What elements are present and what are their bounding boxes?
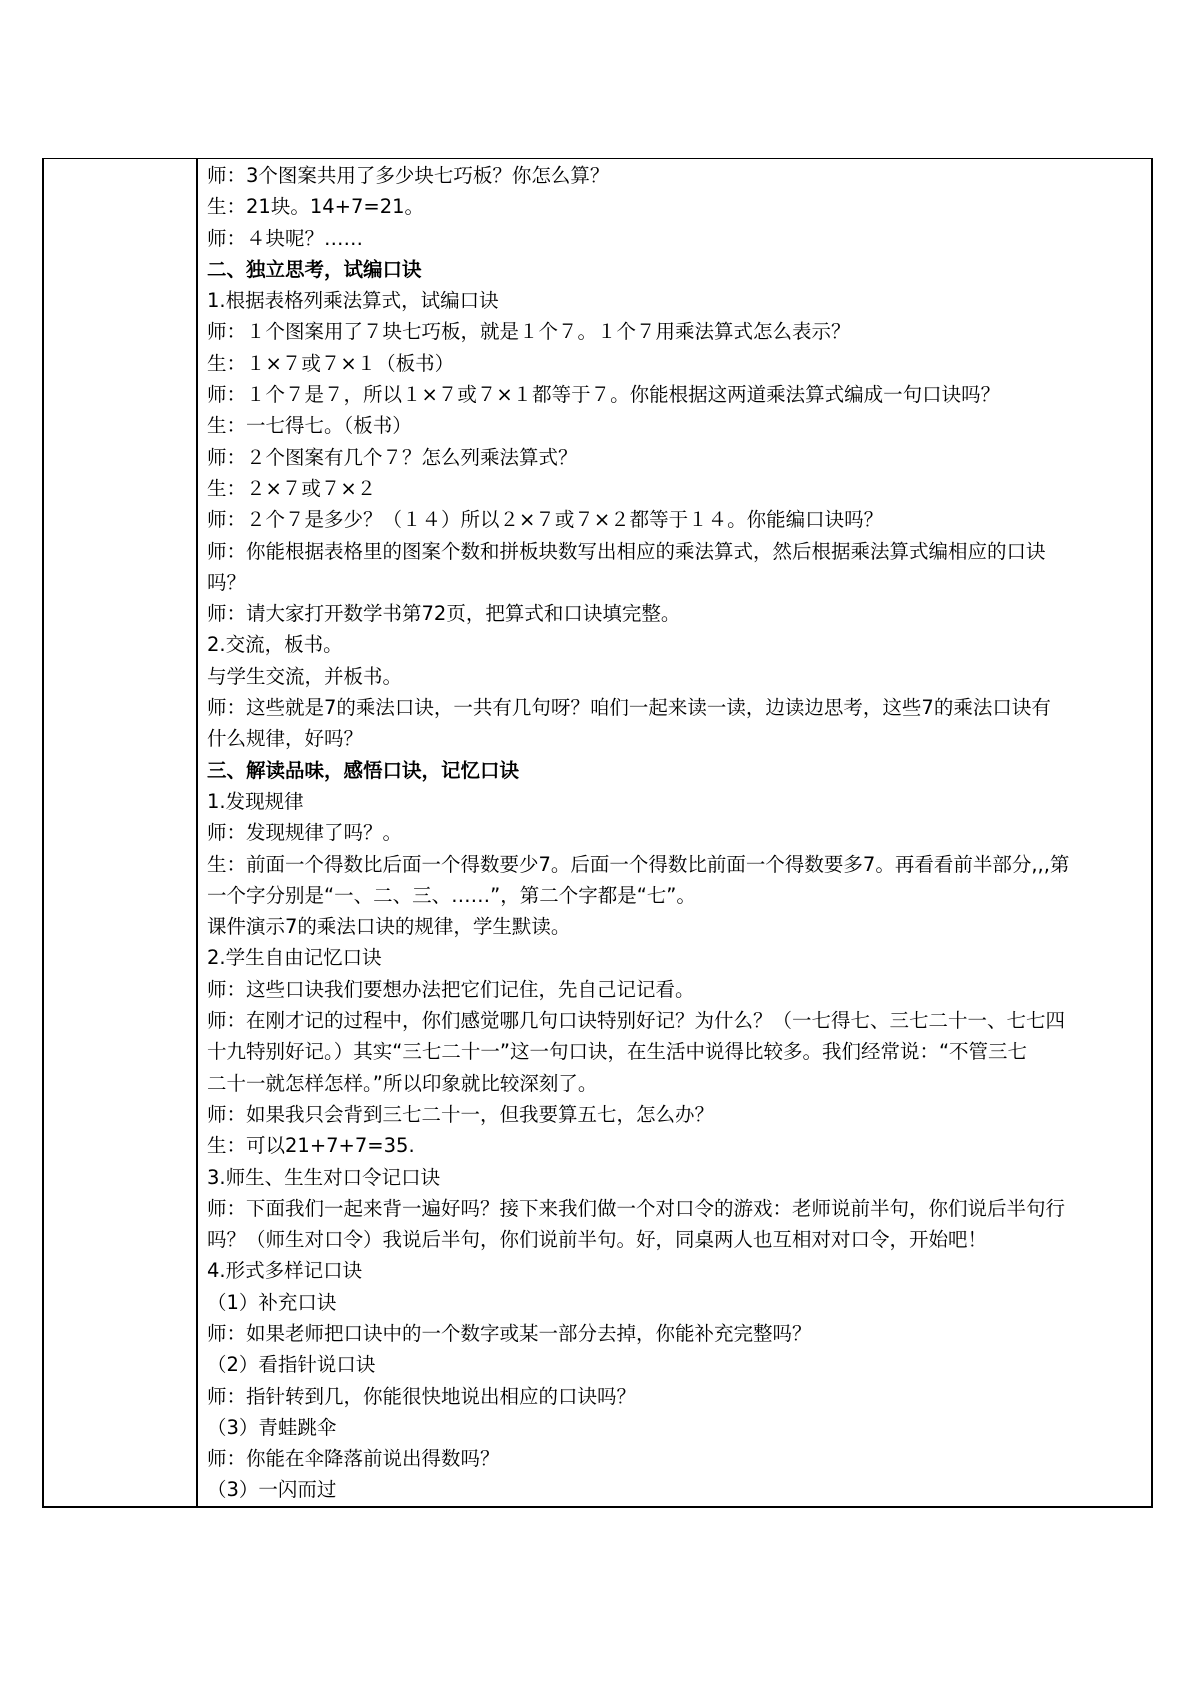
- text-line: 师：指针转到几，你能很快地说出相应的口诀吗？: [207, 1384, 637, 1408]
- text-line: （1）补充口诀: [207, 1290, 337, 1314]
- text-line: （3）青蛙跳伞: [207, 1415, 337, 1439]
- text-line: 师：１个７是７，所以１×７或７×１都等于７。你能根据这两道乘法算式编成一句口诀吗？: [207, 383, 1001, 407]
- text-line: 师：请大家打开数学书第72页，把算式和口诀填完整。: [207, 602, 681, 626]
- text-line: 吗？（师生对口令）我说后半句，你们说前半句。好，同桌两人也互相对对口令，开始吧！: [207, 1228, 988, 1252]
- column-divider: [196, 159, 198, 1506]
- text-line: 2.学生自由记忆口诀: [207, 946, 382, 970]
- text-line: 什么规律，好吗？: [207, 727, 364, 751]
- text-line: 1.根据表格列乘法算式，试编口诀: [207, 289, 499, 313]
- text-line: （2）看指针说口诀: [207, 1353, 376, 1377]
- text-line: 1.发现规律: [207, 789, 304, 813]
- text-line: 师：下面我们一起来背一遍好吗？接下来我们做一个对口令的游戏：老师说前半句，你们说后半句行: [207, 1196, 1066, 1220]
- text-line: 一个字分别是“一、二、三、……”，第二个字都是“七”。: [207, 883, 696, 907]
- text-line: 师：你能在伞降落前说出得数吗？: [207, 1447, 500, 1471]
- text-line: 十九特别好记。）其实“三七二十一”这一句口诀，在生活中说得比较多。我们经常说：“不管三七: [207, 1040, 1028, 1064]
- text-line: 师：3个图案共用了多少块七巧板？你怎么算？: [207, 164, 610, 187]
- text-line: 生：21块。14+7=21。: [207, 195, 425, 219]
- text-line: 4.形式多样记口诀: [207, 1259, 363, 1283]
- text-line: 生：一七得七。（板书）: [207, 414, 412, 438]
- text-line: 师：如果老师把口诀中的一个数字或某一部分去掉，你能补充完整吗？: [207, 1321, 812, 1345]
- text-line: 师：这些就是7的乘法口诀，一共有几句呀？咱们一起来读一读，边读边思考，这些7的乘法口诀有: [207, 696, 1051, 720]
- text-line: 生：１×７或７×１（板书）: [207, 351, 455, 375]
- text-line: 师：１个图案用了７块七巧板，就是１个７。１个７用乘法算式怎么表示？: [207, 320, 851, 344]
- text-line: 师：你能根据表格里的图案个数和拼板块数写出相应的乘法算式，然后根据乘法算式编相应的口诀: [207, 539, 1046, 563]
- text-line: 师：２个图案有几个７？怎么列乘法算式？: [207, 445, 578, 469]
- text-line: 生：２×７或７×２: [207, 476, 377, 500]
- text-line: 吗？: [207, 570, 247, 594]
- text-line: 师：２个７是多少？（１４）所以２×７或７×２都等于１４。你能编口诀吗？: [207, 508, 884, 532]
- text-line: 生：前面一个得数比后面一个得数要少7。后面一个得数比前面一个得数要多7。再看看前半部分,,,第: [207, 852, 1070, 876]
- lesson-plan-table: [42, 158, 1153, 1508]
- text-line: （3）一闪而过: [207, 1478, 337, 1502]
- text-line: 师：４块呢？……: [207, 226, 364, 250]
- text-line: 师：在刚才记的过程中，你们感觉哪几句口诀特别好记？为什么？（一七得七、三七二十一、七七四: [207, 1009, 1066, 1033]
- text-line: 师：发现规律了吗？。: [207, 821, 403, 845]
- text-line: 师：这些口诀我们要想办法把它们记住，先自己记记看。: [207, 977, 695, 1001]
- text-line: 生：可以21+7+7=35.: [207, 1134, 415, 1158]
- text-line: 2.交流，板书。: [207, 633, 343, 657]
- text-line: 课件演示7的乘法口诀的规律，学生默读。: [207, 915, 571, 939]
- text-line: 师：如果我只会背到三七二十一，但我要算五七，怎么办？: [207, 1102, 715, 1126]
- section-heading: 二、独立思考，试编口诀: [207, 257, 422, 281]
- text-line: 与学生交流，并板书。: [207, 664, 403, 688]
- text-line: 3.师生、生生对口令记口诀: [207, 1165, 441, 1189]
- lesson-content-cell: [207, 159, 1141, 1506]
- section-heading: 三、解读品味，感悟口诀，记忆口诀: [207, 758, 520, 782]
- text-line: 二十一就怎样怎样。”所以印象就比较深刻了。: [207, 1071, 598, 1095]
